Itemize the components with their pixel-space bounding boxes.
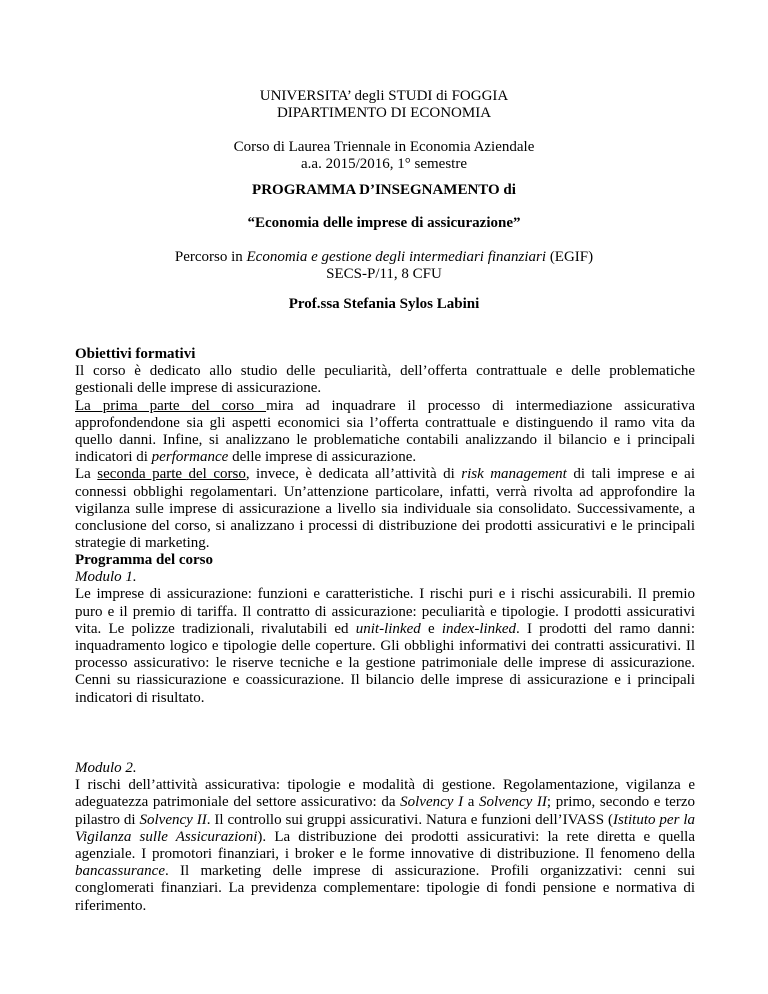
objectives-p2-text: mira ad inquadrare il processo di intermediazione assicurativa approfondendone sia gli aspetti economici sia l’offerta contrattuale e distinguendo il ramo vita da quello danni. Infine, si analizzano le problematiche contabili analizzando il bilancio e i principali indicatori di <box>75 397 695 466</box>
module-2-title: Modulo 2. <box>75 760 137 776</box>
solvency-ii-term-2: Solvency II <box>139 811 207 828</box>
module-2-t1: I rischi dell’attività assicurativa: tipologie e modalità di gestione. Regolamentazione, vigilanza e adeguatezza patrimoniale del settore assicurativo: da <box>75 777 695 811</box>
unit-linked-term: unit-linked <box>355 620 421 637</box>
risk-management-term: risk management <box>461 466 567 483</box>
academic-year: a.a. 2015/2016, 1° semestre <box>301 156 467 172</box>
module-2-text <box>75 777 695 915</box>
objectives-paragraph-1: Il corso è dedicato allo studio delle peculiarità, dell’offerta contrattuale e delle problematiche gestionali delle imprese di assicurazione. <box>75 363 695 397</box>
objectives-p2-tail: delle imprese di assicurazione. <box>228 449 417 466</box>
module-2-t5: ). La distribuzione dei prodotti assicurativi: la rete diretta e quella agenziale. I promotori finanziari, i broker e le forme innovative di distribuzione. Il fenomeno della <box>75 828 695 863</box>
objectives-heading: Obiettivi formativi <box>75 346 196 362</box>
first-part-label: La prima parte del corso <box>75 397 267 414</box>
professor-name: Prof.ssa Stefania Sylos Labini <box>288 296 480 312</box>
track-suffix: (EGIF) <box>546 249 594 265</box>
module-2-t2: a <box>463 794 479 811</box>
university-name: UNIVERSITA’ degli STUDI di FOGGIA <box>259 88 509 104</box>
track-line <box>0 249 768 266</box>
objectives-p3-text: , invece, è dedicata all’attività di <box>245 466 462 483</box>
module-1-title: Modulo 1. <box>75 569 137 586</box>
objectives-paragraph-3 <box>75 466 695 552</box>
solvency-i-term: Solvency I <box>400 794 464 811</box>
second-part-label: seconda parte del corso <box>97 466 246 483</box>
objectives-section <box>75 346 695 552</box>
ivass-full-name: Istituto per la Vigilanza sulle Assicurazioni <box>75 811 695 845</box>
ssd-credits: SECS-P/11, 8 CFU <box>326 266 442 282</box>
module-1-text <box>75 586 695 706</box>
objectives-p3-tail: di tali imprese e ai connessi obblighi regolamentari. Un’attenzione particolare, infatti, verrà rivolta ad approfondire la vigilanza sulle imprese di assicurazione a livello sia individuale sia consolidato. Successivamente, a conclusione del corso, si analizzano i processi di distribuzione dei prodotti assicurativi e le principali strategie di marketing. <box>75 466 696 552</box>
module-1-t1: Le imprese di assicurazione: funzioni e caratteristiche. I rischi puri e i rischi assicurabili. Il premio puro e il premio di tariffa. Il contratto di assicurazione: peculiarità e tipologie. I prodotti assicurativi vita. Le polizze tradizionali, rivalutabili ed <box>75 586 695 637</box>
objectives-p3-lead: La <box>75 466 98 483</box>
program-title: PROGRAMMA D’INSEGNAMENTO di <box>252 182 516 198</box>
subject-title: “Economia delle imprese di assicurazione” <box>247 215 521 231</box>
module-2-t6: . Il marketing delle imprese di assicurazione. Profili organizzativi: cenni sui conglomerati finanziari. La previdenza complementare: tipologie di fondi pensione e normativa di riferimento. <box>75 863 695 914</box>
module-2-t3: ; primo, secondo e terzo pilastro di <box>75 794 695 828</box>
performance-term: performance <box>151 449 229 466</box>
program-section <box>75 552 695 707</box>
track-name: Economia e gestione degli intermediari finanziari <box>246 249 547 265</box>
degree-course: Corso di Laurea Triennale in Economia Aziendale <box>233 139 535 155</box>
module-2-section <box>75 760 695 915</box>
solvency-ii-term: Solvency II <box>479 794 547 811</box>
track-prefix: Percorso in <box>174 249 247 265</box>
program-heading: Programma del corso <box>75 552 214 568</box>
bancassurance-term: bancassurance <box>75 863 165 880</box>
department-name: DIPARTIMENTO DI ECONOMIA <box>276 105 492 121</box>
module-2-t4: . Il controllo sui gruppi assicurativi. Natura e funzioni dell’IVASS ( <box>206 811 613 828</box>
module-1-t3: . I prodotti del ramo danni: inquadramento logico e tipologie delle coperture. Gli obblighi informativi dei contratti assicurativi. Il processo assicurativo: le riserve tecniche e la gestione patrimoniale delle imprese di assicurazione. Cenni su riassicurazione e coassicurazione. Il bilancio delle imprese di assicurazione e i principali indicatori di risultato. <box>75 620 695 706</box>
index-linked-term: index-linked <box>441 620 516 637</box>
objectives-paragraph-2 <box>75 398 695 467</box>
module-1-t2: e <box>420 620 442 637</box>
